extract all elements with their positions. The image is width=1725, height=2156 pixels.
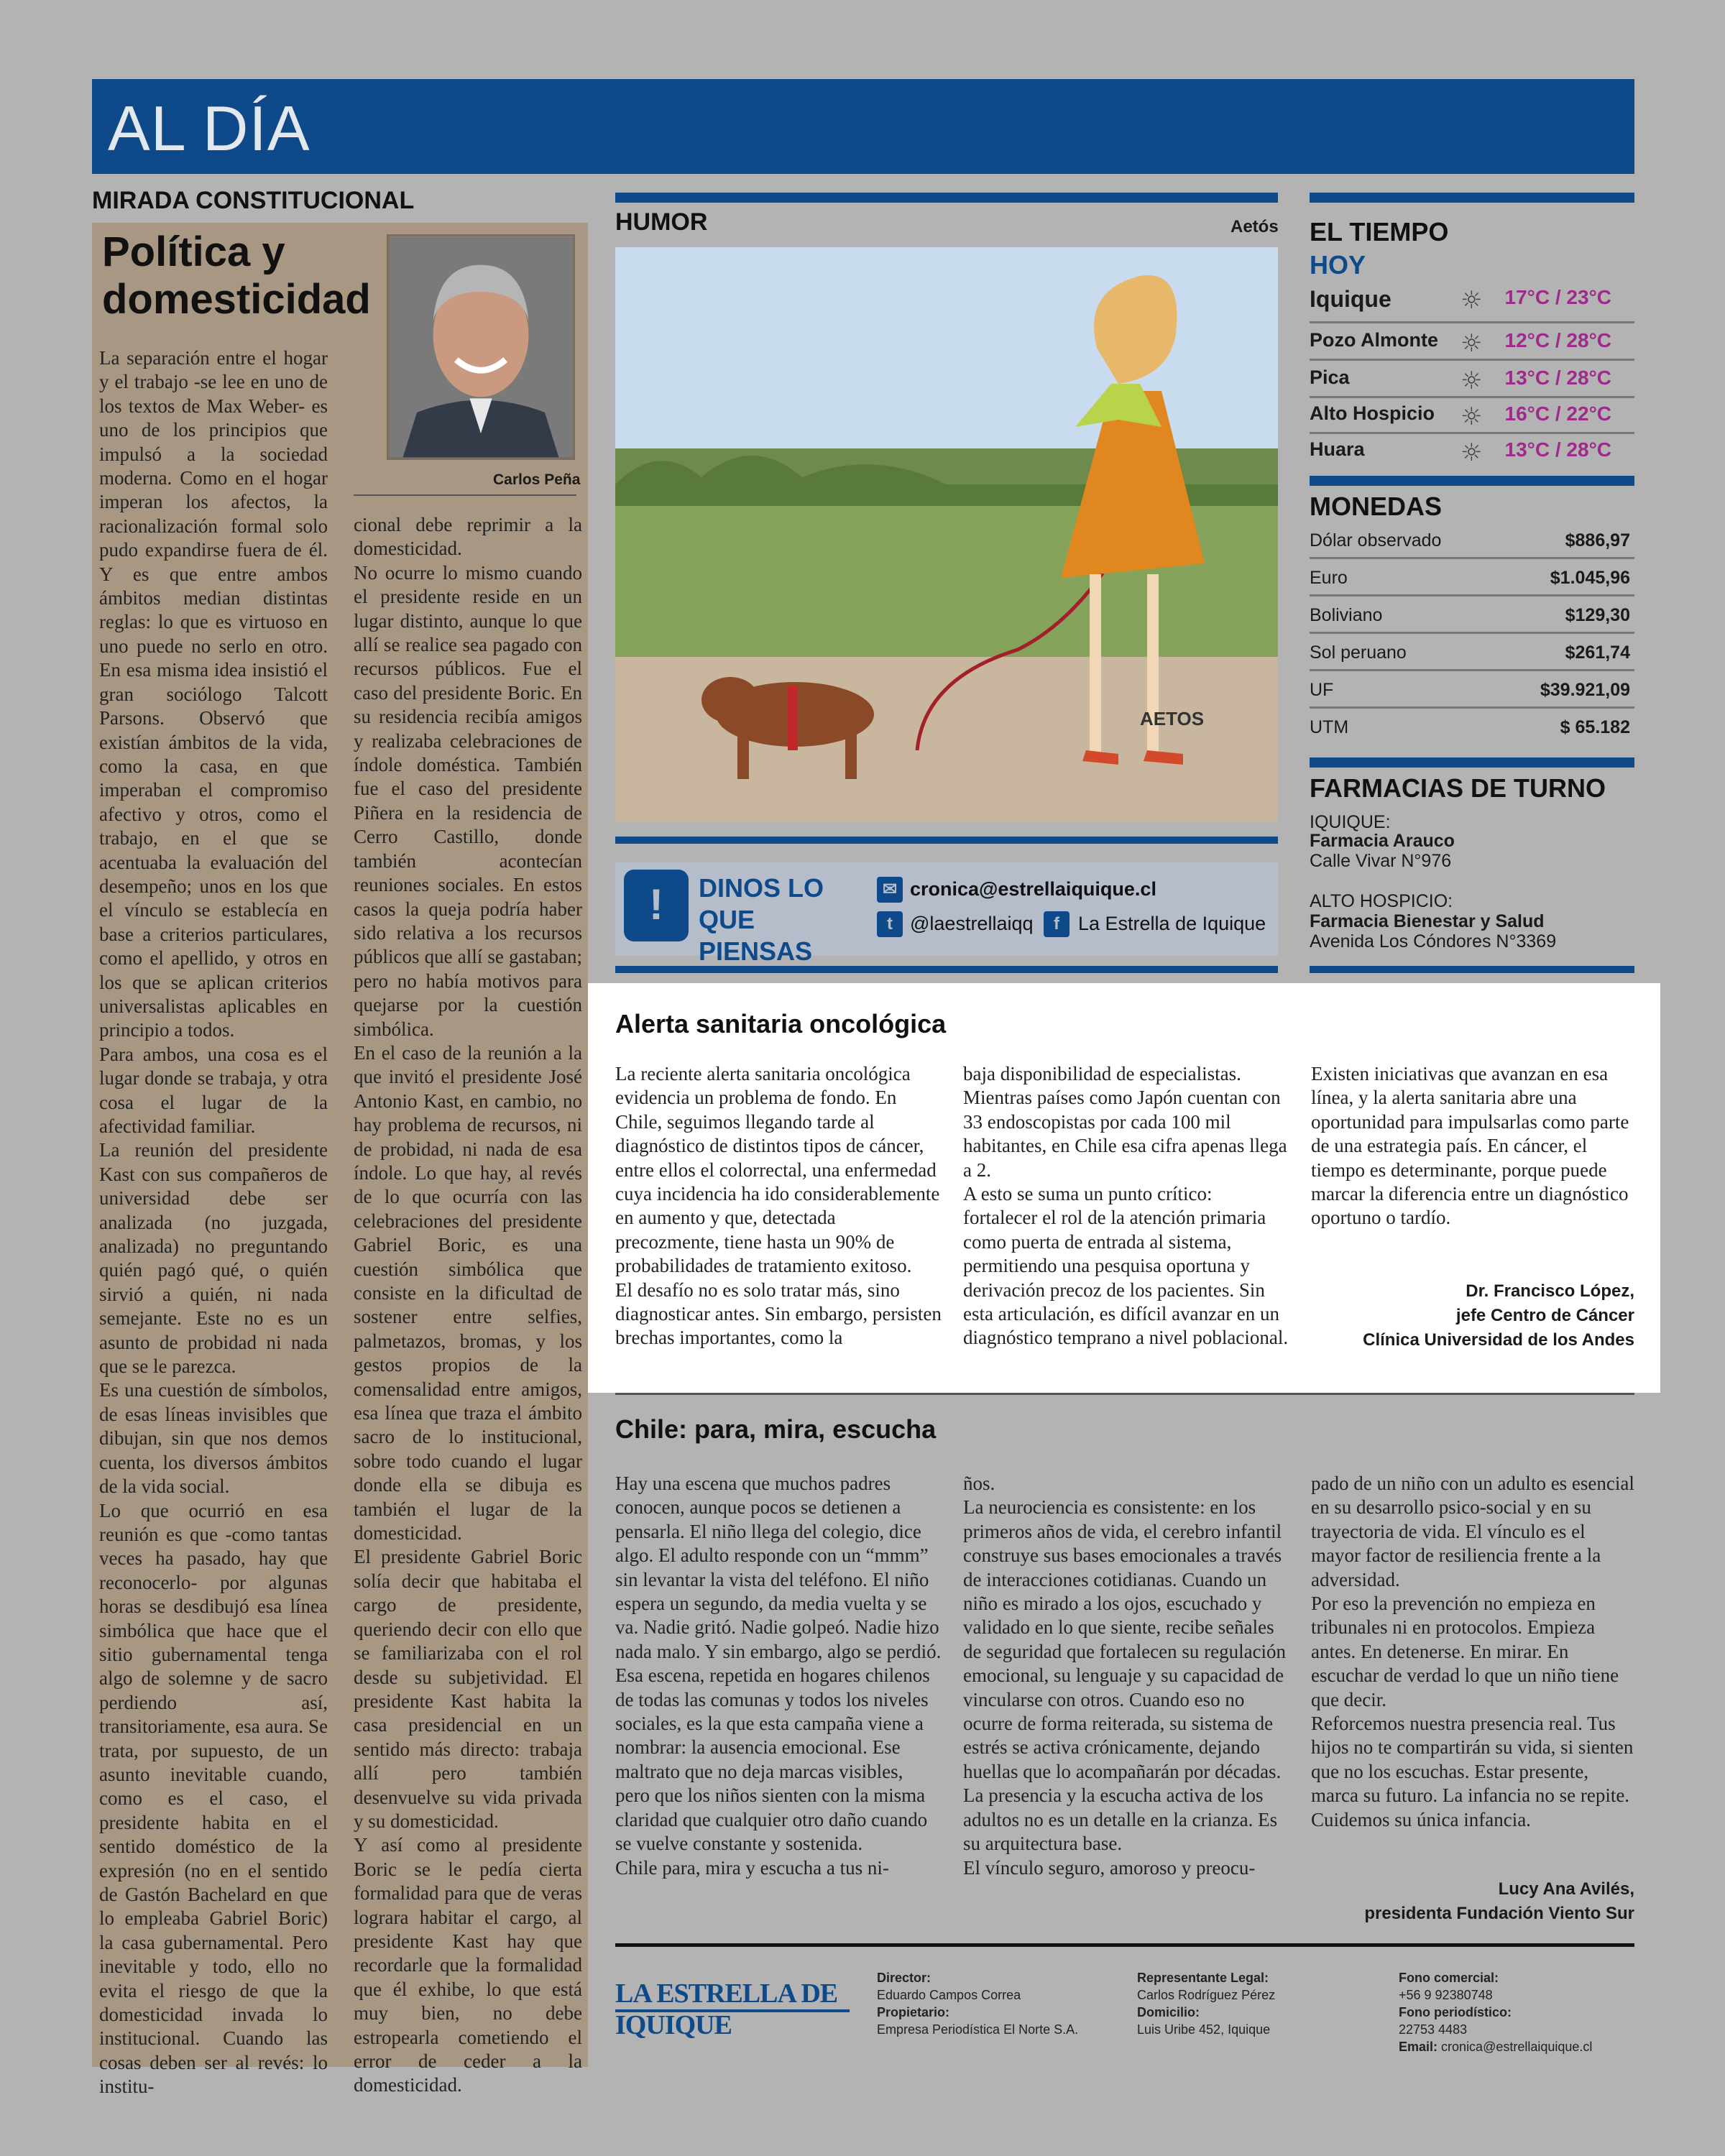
chile-text-1: Hay una escena que muchos padres conocen, aunque pocos se detienen a pensarla. El niño llega del colegio, dice algo. El adulto responde con un “mmm” sin levantar la vista del teléfono. El niño espera un segundo, da media vuelta y se va. Nadie gritó. Nadie golpeó. Nadie hizo nada malo. Y sin embargo, algo se perdió. Esa escena, repetida en hogares chilenos de todas las comunas y todos los niveles sociales, es la que esta campaña viene a nombrar: la ausencia emocional. Ese maltrato que no deja marcas visibles, pero que los niños sienten con la misma claridad que cualquier otro daño cuando se vuelve constante y sostenida. Chile para, mira y escucha a tus ni- bbox=[615, 1473, 942, 1879]
footer-legal: Representante Legal: Carlos Rodríguez Pérez Domicilio: Luis Uribe 452, Iquique bbox=[1137, 1971, 1276, 2037]
weather-row: Huara ☼ 13°C / 28°C bbox=[1310, 438, 1611, 467]
feedback-email[interactable]: cronica@estrellaiquique.cl bbox=[910, 878, 1156, 900]
humor-top-bar bbox=[615, 193, 1278, 203]
feedback-facebook[interactable]: La Estrella de Iquique bbox=[1078, 913, 1266, 934]
chile-text-3: pado de un niño con un adulto es esencial en su desarrollo psico-social y en su trayectoria de vida. El vínculo es el mayor factor de resiliencia frente a la adversidad. Por eso la prevención no empieza en tribunales ni en protocolos. Empieza antes. En detenerse. En mirar. En escuchar de verdad lo que un niño tiene que decir. Reforcemos nuestra presencia real. Tus hijos no te compartirán su vida, si sienten que no los escuchas. Estar presente, marca su futuro. La infancia no se repite. Cuidemos su única infancia. bbox=[1311, 1473, 1634, 1830]
currency-row: Dólar observado $886,97 bbox=[1310, 522, 1634, 559]
sun-cloud-icon: ☼ bbox=[1460, 367, 1483, 395]
speech-bubble-icon: ! bbox=[624, 870, 689, 941]
section-divider bbox=[615, 1393, 1634, 1395]
chile-signature: Lucy Ana Avilés, presidenta Fundación Viento Sur bbox=[1364, 1879, 1634, 1923]
section-title: AL DÍA bbox=[108, 93, 310, 164]
alert-text-3: Existen iniciativas que avanzan en esa línea, y la alerta sanitaria abre una oportunidad para impulsarlas como parte de una estrategia país. En cáncer, el tiempo es determinante, porque puede marcar la diferencia entre un diagnóstico oportuno o tardío. bbox=[1311, 1063, 1629, 1229]
currency-row: UTM $ 65.182 bbox=[1310, 717, 1630, 737]
humor-bottom-bar bbox=[615, 837, 1278, 844]
twitter-icon: t bbox=[877, 911, 903, 937]
chile-title: Chile: para, mira, escucha bbox=[615, 1414, 937, 1444]
footer-email[interactable]: cronica@estrellaiquique.cl bbox=[1441, 2040, 1593, 2054]
weather-kicker: EL TIEMPO bbox=[1310, 217, 1449, 247]
sun-icon: ☼ bbox=[1460, 329, 1483, 358]
alert-title: Alerta sanitaria oncológica bbox=[615, 1009, 947, 1038]
pharmacy-top-bar bbox=[1310, 757, 1634, 768]
sun-icon: ☼ bbox=[1460, 286, 1483, 315]
feedback-twitter[interactable]: @laestrellaiqq bbox=[910, 913, 1034, 934]
currency-row: Boliviano $129,30 bbox=[1310, 596, 1634, 634]
email-icon: ✉ bbox=[877, 877, 903, 903]
section-header bbox=[92, 79, 1634, 174]
pharmacy-address-1: Calle Vivar N°976 bbox=[1310, 851, 1452, 871]
weather-row: Alto Hospicio ☼ 16°C / 22°C bbox=[1310, 398, 1634, 434]
footer-contact: Fono comercial: +56 9 92380748 Fono periodístico: 22753 4483 Email: cronica@estrellaiquique.cl bbox=[1399, 1971, 1593, 2054]
pharmacy-city-2: ALTO HOSPICIO: bbox=[1310, 891, 1453, 911]
weather-today: HOY bbox=[1310, 250, 1366, 280]
feedback-title: DINOS LO QUE PIENSAS bbox=[699, 873, 824, 966]
alert-signature: Dr. Francisco López, jefe Centro de Cáncer Clínica Universidad de los Andes bbox=[1363, 1281, 1634, 1350]
currency-row: Sol peruano $261,74 bbox=[1310, 634, 1634, 671]
pharmacy-bottom-bar bbox=[1310, 966, 1634, 973]
column-text-1: La separación entre el hogar y el trabajo -se lee en uno de los textos de Max Weber- es uno de los principios que impulsó a la sociedad moderna. Como en el hogar imperan los afectos, la racionalización formal solo pudo expandirse fuera de él. Y es que entre ambos ámbitos median distintas reglas: lo que es virtuoso en uno puede no serlo en otro. En esa misma idea insistió el gran sociólogo Talcott Parsons. Observó que existían ámbitos de la vida, como la casa, en que imperaban el compromiso afectivo y otros, como el trabajo, en el que se acentuaba la evaluación del desempeño; unos en los que el vínculo se establecía en base a criterios particulares, como el apellido, y otros en los que se aplican criterios universalistas aplicables en principio a todos. Para ambos, una cosa es el lugar donde se trabaja, y otra cosa el lugar de la afectividad familiar. La reunión del presidente Kast con sus compañeros de universidad debe ser analizada (no juzgada, analizada) no preguntando quién pagó qué, o quién sirvió a quién, ni nada semejante. Este no es un asunto de probidad ni nada que se le parezca. Es una cuestión de símbolos, de esas líneas invisibles que dibujan, sin que nos demos cuenta, los diversos ámbitos de la vida social. Lo que ocurrió en esa reunión es que -como tantas veces ha pasado, hay que reconocerlo- por algunas horas se desdibujó esa línea simbólica que hace que el sitio gubernamental tenga algo de solemne y de sacro perdiendo así, transitoriamente, esa aura. Se trata, por supuesto, de un asunto inevitable cuando, como es el caso, el presidente habita en el sentido doméstico de la expresión (no en el sentido de Gastón Bachelard en que lo empleaba Gabriel Boric) la casa gubernamental. Pero inevitable y todo, ello no evita el riesgo de que la domesticidad invada lo institucional. Cuando las cosas deben ser al revés: lo institu- bbox=[99, 347, 328, 2098]
newspaper-logo: LA ESTRELLA DE IQUIQUE bbox=[615, 1978, 850, 2012]
weather-row: Pozo Almonte ☼ 12°C / 28°C bbox=[1310, 325, 1634, 361]
column-text-2: cional debe reprimir a la domesticidad. No ocurre lo mismo cuando el presidente reside en un lugar distinto, aunque lo que allí se realice sea pagado con recursos públicos. Fue el caso del presidente Boric. En su residencia recibía amigos y realizaba celebraciones de índole doméstica. También fue el caso del presidente Piñera en la residencia de Cerro Castillo, donde también acontecían reuniones sociales. En estos casos la queja podría haber sido relativa a los recursos públicos que allí se gastaban; pero no había motivos para quejarse por la cuestión simbólica. En el caso de la reunión a la que invitó el presidente José Antonio Kast, en cambio, no hay problema de recursos, ni de probidad, ni nada de esa índole. Lo que hay, al revés de lo que ocurría con las celebraciones del presidente Gabriel Boric, es una cuestión simbólica que consiste en la dificultad de sostener entre selfies, palmetazos, bromas, y los gestos propios de la comensalidad entre amigos, esa línea que traza el ámbito sacro de lo institucional, sobre todo cuando el lugar donde ella se dibuja es también el lugar de la domesticidad. El presidente Gabriel Boric solía decir que habitaba el cargo de presidente, queriendo decir con ello que se familiarizaba con el rol desde su subjetividad. El presidente Kast habita la casa presidencial en un sentido más directo: trabaja allí pero también desenvuelve su vida privada y su domesticidad. Y así como al presidente Boric se le pedía cierta formalidad para que de veras lograra habitar el cargo, al presidente Kast hay que recordarle que la formalidad que él exhibe, lo que está muy bien, no debe estropearla cometiendo el error de ceder a la domesticidad. bbox=[354, 514, 582, 2096]
chile-text-2: ños. La neurociencia es consistente: en los primeros años de vida, el cerebro infantil construye sus bases emocionales a través de interacciones cotidianas. Cuando un niño es mirado a los ojos, escuchado y validado en lo que siente, recibe señales de seguridad que fortalecen su regulación emocional, su lenguaje y su capacidad de vincularse con otros. Cuando eso no ocurre de forma reiterada, su sistema de estrés se activa crónicamente, dejando huellas que lo acompañarán por décadas. La presencia y la escucha activa de los adultos no es un detalle en la crianza. Es su arquitectura base. El vínculo seguro, amoroso y preocu- bbox=[963, 1473, 1287, 1879]
column-title: Política y domesticidad bbox=[102, 229, 371, 323]
author-photo bbox=[387, 234, 575, 460]
sun-cloud-icon: ☼ bbox=[1460, 402, 1483, 431]
currency-top-bar bbox=[1310, 476, 1634, 486]
pharmacy-name-1: Farmacia Arauco bbox=[1310, 831, 1455, 851]
pharmacy-name-2: Farmacia Bienestar y Salud bbox=[1310, 911, 1545, 931]
currency-kicker: MONEDAS bbox=[1310, 492, 1443, 521]
column-kicker: MIRADA CONSTITUCIONAL bbox=[92, 187, 415, 214]
humor-cartoon bbox=[615, 247, 1278, 822]
caption-divider bbox=[354, 494, 576, 496]
sun-cloud-icon: ☼ bbox=[1460, 438, 1483, 467]
humor-kicker: HUMOR bbox=[615, 208, 708, 236]
alert-text-1: La reciente alerta sanitaria oncológica evidencia un problema de fondo. En Chile, seguimos llegando tarde al diagnóstico de distintos tipos de cáncer, entre ellos el colorrectal, una enfermedad cuya incidencia ha ido considerablemente en aumento y que, detectada precozmente, tiene hasta un 90% de probabilidades de tratamiento exitoso. El desafío no es solo tratar más, sino diagnosticar antes. Sin embargo, persisten brechas importantes, como la bbox=[615, 1063, 942, 1349]
weather-row: Iquique ☼ 17°C / 23°C bbox=[1310, 282, 1634, 323]
feedback-bottom-bar bbox=[615, 966, 1278, 973]
weather-top-bar bbox=[1310, 193, 1634, 203]
humor-artist: Aetós bbox=[1230, 217, 1279, 236]
alert-text-2: baja disponibilidad de especialistas. Mientras países como Japón cuentan con 33 endoscopistas por cada 100 mil habitantes, en Chile esa cifra apenas llega a 2. A esto se suma un punto crítico: fortalecer el rol de la atención primaria como puerta de entrada al sistema, permitiendo una pesquisa oportuna y derivación precoz de los pacientes. Sin esta articulación, es difícil avanzar en un diagnóstico temprano a nivel poblacional. bbox=[963, 1063, 1289, 1349]
pharmacy-city-1: IQUIQUE: bbox=[1310, 812, 1391, 832]
facebook-icon: f bbox=[1044, 911, 1070, 937]
pharmacy-kicker: FARMACIAS DE TURNO bbox=[1310, 773, 1606, 803]
pharmacy-address-2: Avenida Los Cóndores N°3369 bbox=[1310, 931, 1557, 952]
author-caption: Carlos Peña bbox=[493, 471, 581, 488]
weather-row: Pica ☼ 13°C / 28°C bbox=[1310, 362, 1634, 398]
currency-row: Euro $1.045,96 bbox=[1310, 559, 1634, 596]
footer-divider bbox=[615, 1943, 1634, 1947]
cartoon-signature: AETOS bbox=[1140, 708, 1205, 729]
footer-director: Director: Eduardo Campos Correa Propietario: Empresa Periodística El Norte S.A. bbox=[877, 1971, 1079, 2037]
currency-row: UF $39.921,09 bbox=[1310, 671, 1634, 709]
